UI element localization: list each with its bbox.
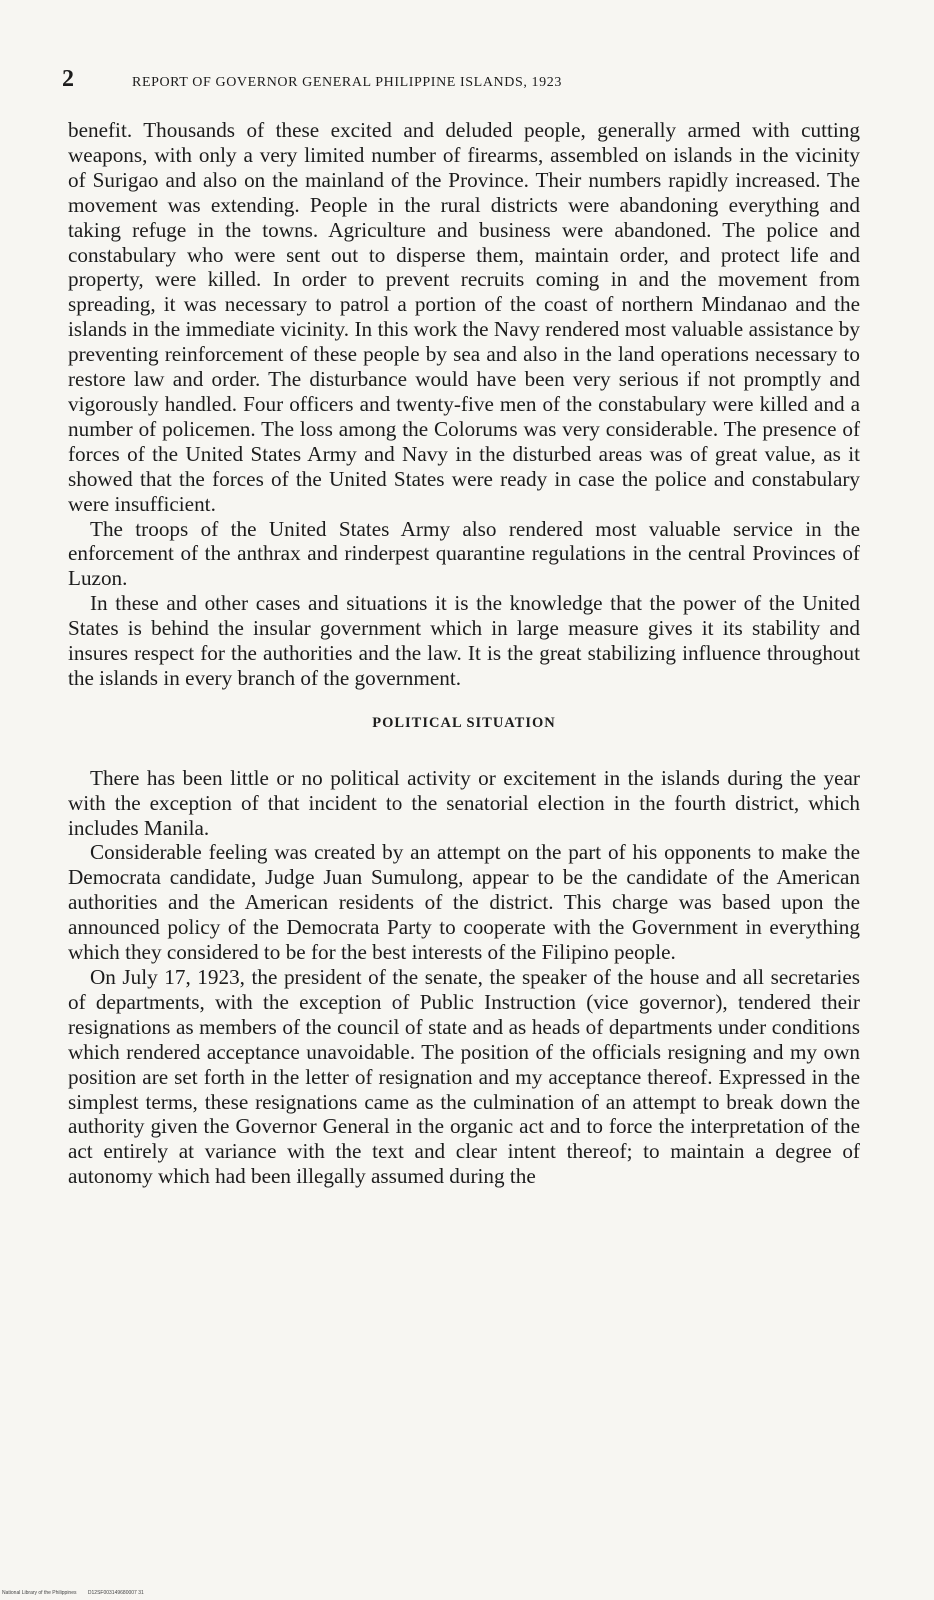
- library-credit: National Library of the Philippines: [2, 1590, 77, 1596]
- running-head: [62, 66, 862, 92]
- paragraph-continuation: benefit. Thousands of these excited and deluded people, generally armed with cutting weapons, with only a very limited number of firearms, assembled on islands in the vicinity of Surigao and also on the mainland of the Province. Their numbers rapidly increased. The movement was extending. People in the rural districts were abandoning everything and taking refuge in the towns. Agriculture and business were abandoned. The police and constabulary who were sent out to disperse them, maintain order, and protect life and property, were killed. In order to prevent recruits coming in and the movement from spreading, it was necessary to patrol a portion of the coast of northern Mindanao and the islands in the immediate vicinity. In this work the Navy rendered most valuable assistance by preventing reinforcement of these people by sea and also in the land operations necessary to restore law and order. The disturbance would have been very serious if not promptly and vigorously handled. Four officers and twenty-five men of the constabulary were killed and a number of policemen. The loss among the Colorums was very considerable. The presence of forces of the United States Army and Navy in the disturbed areas was of great value, as it showed that the forces of the United States were ready in case the police and constabulary were insufficient.: [68, 118, 860, 516]
- paragraph-political-activity: There has been little or no political activity or excitement in the islands during the year with the exception of that incident to the senatorial election in the fourth district, which includes Manila.: [68, 765, 860, 840]
- page-number: 2: [62, 66, 74, 92]
- scan-code: D12SF003149680007 31: [87, 1590, 144, 1596]
- paragraph-resignations: On July 17, 1923, the president of the senate, the speaker of the house and all secretaries of departments, with the exception of Public Instruction (vice governor), tendered their resignations as members of the council of state and as heads of departments under conditions which rendered acceptance unavoidable. The position of the officials resigning and my own position are set forth in the letter of resignation and my acceptance thereof. Expressed in the simplest terms, these resignations came as the culmination of an attempt to break down the authority given the Governor General in the organic act and to force the interpretation of the act entirely at variance with the text and clear intent thereof; to maintain a degree of autonomy which had been illegally assumed during the: [68, 965, 860, 1189]
- paragraph-democrata-candidate: Considerable feeling was created by an attempt on the part of his opponents to make the Democrata candidate, Judge Juan Sumulong, appear to be the candidate of the American authorities and the American residents of the district. This charge was based upon the announced policy of the Democrata Party to cooperate with the Government in everything which they considered to be for the best interests of the Filipino people.: [68, 840, 860, 965]
- section-heading: POLITICAL SITUATION: [372, 714, 556, 731]
- paragraph-army-quarantine: The troops of the United States Army also rendered most valuable service in the enforcement of the anthrax and rinderpest quarantine regulations in the central Provinces of Luzon.: [68, 516, 860, 591]
- body-text: [68, 118, 860, 1189]
- paragraph-united-states-power: In these and other cases and situations it is the knowledge that the power of the United States is behind the insular government which in large measure gives it its stability and insures respect for the authorities and the law. It is the great stabilizing influence throughout the islands in every branch of the government.: [68, 591, 860, 690]
- scan-footer: [2, 1590, 154, 1596]
- running-title: REPORT OF GOVERNOR GENERAL PHILIPPINE ISLANDS, 1923: [132, 75, 562, 90]
